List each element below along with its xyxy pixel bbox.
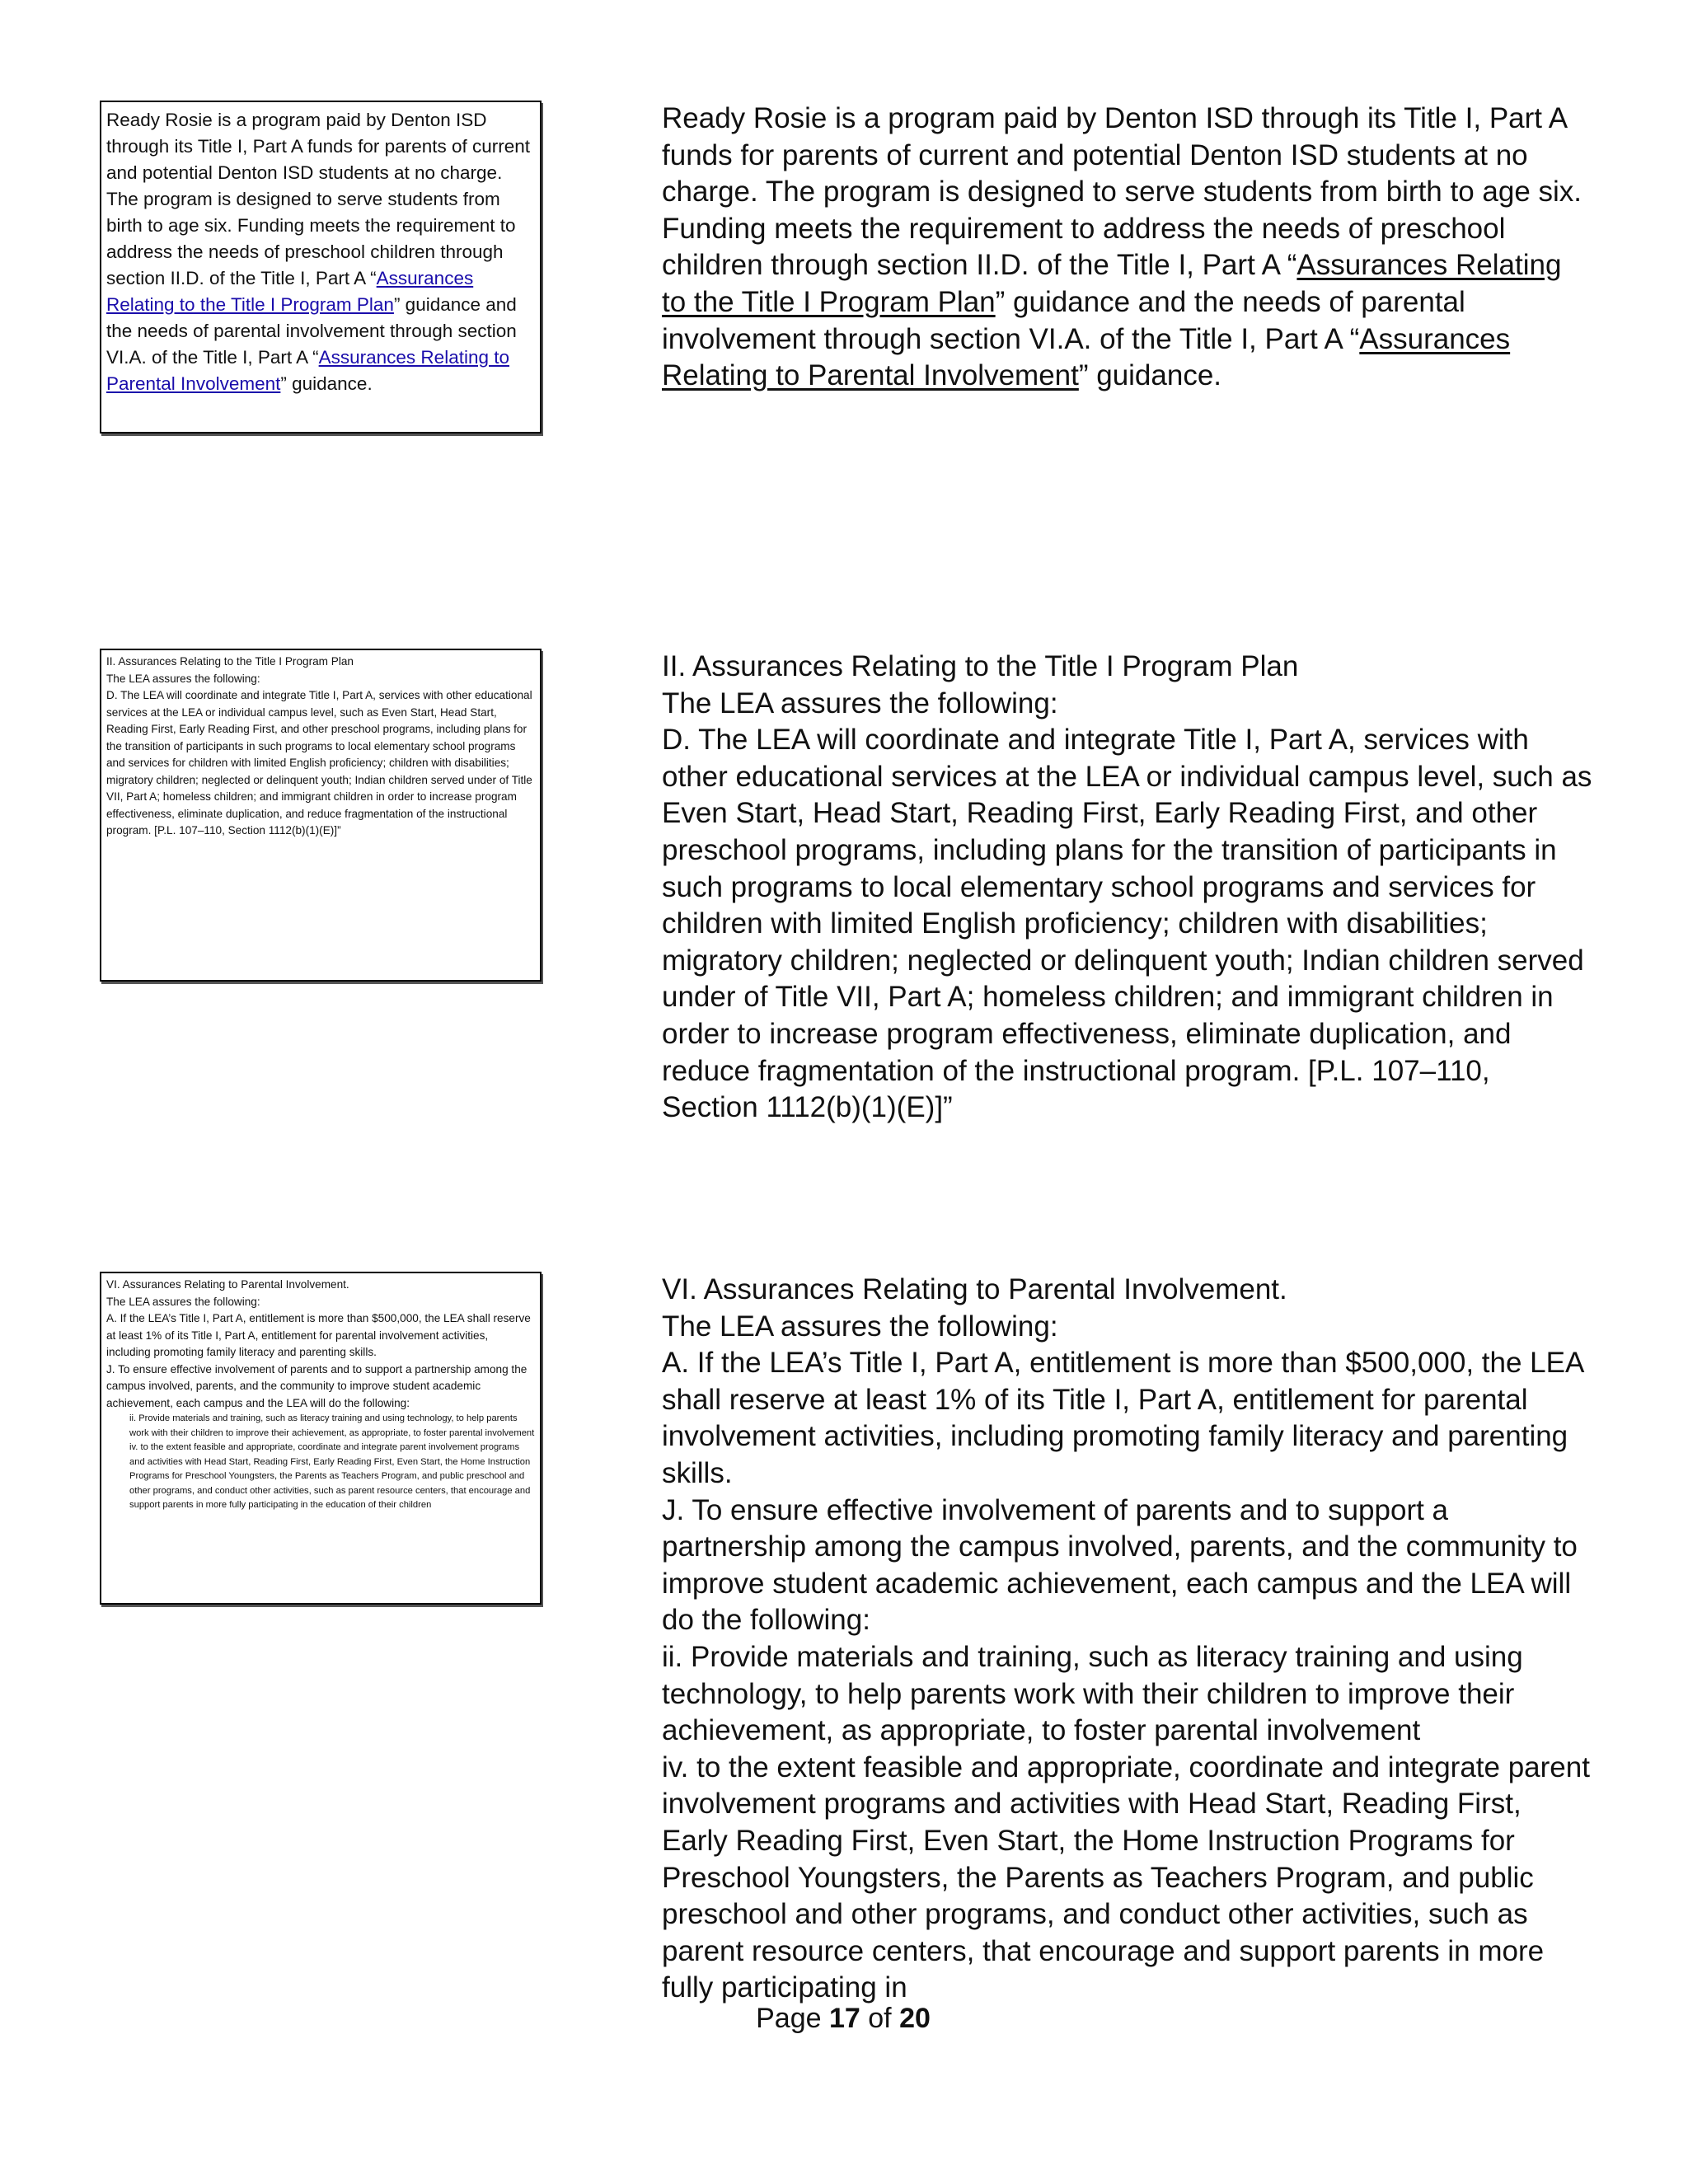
comment-box-parental-involvement — [100, 1272, 542, 1605]
section-intro: The LEA assures the following: — [662, 687, 1058, 719]
page-number: Page 17 of 20 — [756, 2003, 931, 2034]
underlined-program-plan: Assurances Relating to the Title I Program Plan — [662, 249, 1562, 318]
current-page: 17 — [828, 2003, 860, 2034]
link-program-plan[interactable]: Assurances Relating to the Title I Program Plan — [106, 268, 474, 315]
section-item-iv: iv. to the extent feasible and appropriate, coordinate and integrate parent involvement programs and activities with Head Start, Reading First, Early Reading First, Even Start, the Home Instruction Programs for Preschool Youngsters, the Parents as Teachers Program, and public preschool and other programs, and conduct other activities, such as parent resource centers, that encourage and support parents in more fully participating in — [662, 1750, 1590, 2004]
comment-box-ready-rosie — [100, 101, 542, 434]
section-item-ii: ii. Provide materials and training, such as literacy training and using technology, to help parents work with their children to improve their achievement, as appropriate, to foster parental involvement — [662, 1640, 1523, 1747]
comment-item-iv: iv. to the extent feasible and appropriate, coordinate and integrate parent involvement programs and activities with Head Start, Reading First, Early Reading First, Even Start, the Home Instruction Programs for Preschool Youngsters, the Parents as Teachers Program, and public preschool and other programs, and conduct other activities, such as parent resource centers, that encourage and support parents in more fully participating in the education of their children — [129, 1442, 531, 1510]
comment-text: Ready Rosie is a program paid by Denton ISD through its Title I, Part A funds for parents of current and potential Denton ISD students at no charge. The program is designed to serve students from birth to age six. Funding meets the requirement to address the needs of preschool children through section II.D. of the Title I, Part A “Assurances Relating to the Title I Program Plan” guidance and the needs of parental involvement through section VI.A. of the Title I, Part A “Assurances Relating to Parental Involvement” guidance. — [106, 110, 531, 394]
section-heading: VI. Assurances Relating to Parental Involvement. — [662, 1273, 1287, 1305]
section-heading: II. Assurances Relating to the Title I Program Plan — [662, 650, 1299, 682]
body-section-parental-involvement — [662, 1272, 1593, 2007]
body-paragraph: Ready Rosie is a program paid by Denton ISD through its Title I, Part A funds for parents of current and potential Denton ISD students at no charge. The program is designed to serve students from birth to age six. Funding meets the requirement to address the needs of preschool children through section II.D. of the Title I, Part A “Assurances Relating to the Title I Program Plan” guidance and the needs of parental involvement through section VI.A. of the Title I, Part A “Assurances Relating to Parental Involvement” guidance. — [662, 102, 1582, 392]
comment-heading: II. Assurances Relating to the Title I Program Plan — [106, 655, 354, 668]
comment-intro: The LEA assures the following: — [106, 672, 260, 685]
body-section-program-plan — [662, 649, 1593, 1127]
underlined-parental-involvement: Assurances Relating to Parental Involvement — [662, 322, 1511, 392]
comment-box-program-plan — [100, 649, 542, 982]
section-item-d: D. The LEA will coordinate and integrate Title I, Part A, services with other educational services at the LEA or individual campus level, such as Even Start, Head Start, Reading First, Early Reading First, and other preschool programs, including plans for the transition of participants in such programs to local elementary school programs and services for children with limited English proficiency; children with disabilities; migratory children; neglected or delinquent youth; Indian children served under of Title VII, Part A; homeless children; and immigrant children in order to increase program effectiveness, eliminate duplication, and reduce fragmentation of the instructional program. [P.L. 107–110, Section 1112(b)(1)(E)]” — [662, 724, 1592, 1124]
section-item-j: J. To ensure effective involvement of parents and to support a partnership among the campus involved, parents, and the community to improve student academic achievement, each campus and the LEA will do the following: — [662, 1493, 1578, 1637]
comment-intro: The LEA assures the following: — [106, 1295, 260, 1308]
link-parental-involvement[interactable]: Assurances Relating to Parental Involvement — [106, 347, 509, 394]
page-footer — [0, 2001, 1688, 2036]
body-section-ready-rosie — [662, 101, 1593, 395]
comment-item-a: A. If the LEA’s Title I, Part A, entitlement is more than $500,000, the LEA shall reserve at least 1% of its Title I, Part A, entitlement for parental involvement activities, including promoting family literacy and parenting skills. — [106, 1312, 531, 1358]
comment-item-d: D. The LEA will coordinate and integrate Title I, Part A, services with other educational services at the LEA or individual campus level, such as Even Start, Head Start, Reading First, Early Reading First, and other preschool programs, including plans for the transition of participants in such programs to local elementary school programs and services for children with limited English proficiency; children with disabilities; migratory children; neglected or delinquent youth; Indian children served under of Title VII, Part A; homeless children; and immigrant children in order to increase program effectiveness, eliminate duplication, and reduce fragmentation of the instructional program. [P.L. 107–110, Section 1112(b)(1)(E)]” — [106, 689, 532, 837]
comment-item-ii: ii. Provide materials and training, such as literacy training and using technology, to help parents work with their children to improve their achievement, as appropriate, to foster parental involvement — [129, 1413, 535, 1438]
comment-heading: VI. Assurances Relating to Parental Involvement. — [106, 1278, 349, 1291]
comment-item-j: J. To ensure effective involvement of parents and to support a partnership among the campus involved, parents, and the community to improve student academic achievement, each campus and the LEA will do the following: — [106, 1362, 528, 1409]
total-pages: 20 — [899, 2003, 931, 2034]
section-intro: The LEA assures the following: — [662, 1310, 1058, 1343]
section-item-a: A. If the LEA’s Title I, Part A, entitlement is more than $500,000, the LEA shall reserve at least 1% of its Title I, Part A, entitlement for parental involvement activities, including promoting family literacy and parenting skills. — [662, 1347, 1583, 1489]
